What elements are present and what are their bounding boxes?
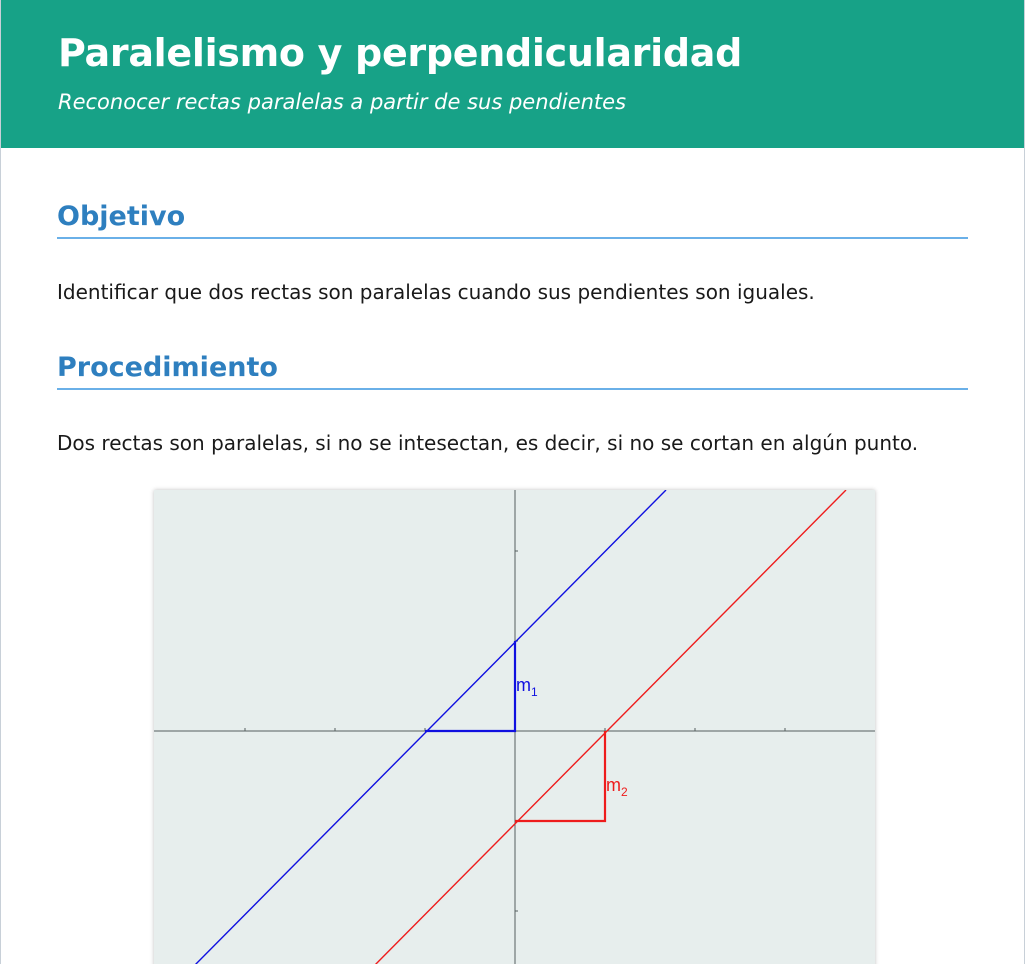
objective-text: Identificar que dos rectas son paralelas cuando sus pendientes son iguales.	[57, 280, 815, 304]
objective-heading: Objetivo	[57, 200, 968, 239]
page-header	[1, 0, 1024, 148]
procedure-text: Dos rectas son paralelas, si no se intesectan, es decir, si no se cortan en algún punto.	[57, 431, 919, 455]
page-subtitle: Reconocer rectas paralelas a partir de sus pendientes	[58, 90, 627, 114]
slope-label-2: $m_2$	[606, 775, 628, 799]
slope-triangle-2	[515, 731, 605, 821]
line-1	[190, 490, 666, 964]
parallel-lines-graph	[154, 490, 875, 964]
procedure-heading: Procedimiento	[57, 351, 968, 390]
parallel-lines-figure	[154, 490, 875, 964]
slope-label-1: $m_1$	[516, 675, 538, 699]
slope-triangle-1	[425, 641, 515, 731]
page-content	[1, 200, 1024, 456]
line-2	[370, 490, 846, 964]
page-title: Paralelismo y perpendicularidad	[58, 31, 742, 75]
